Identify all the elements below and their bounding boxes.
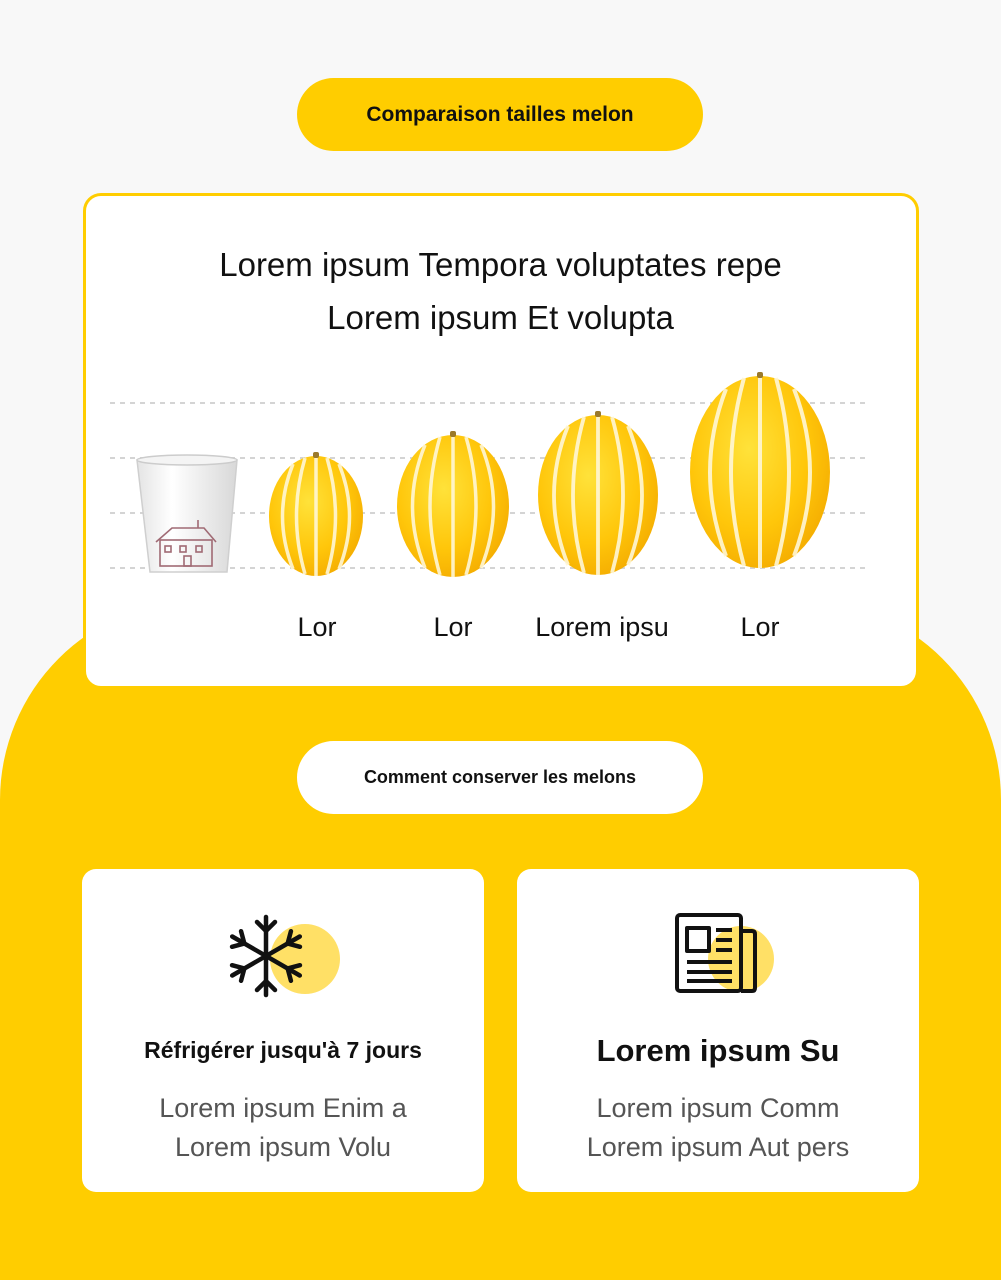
tip-heading: Lorem ipsum Su bbox=[596, 1033, 840, 1068]
snowflake-icon bbox=[223, 909, 343, 1004]
storage-badge bbox=[297, 741, 703, 814]
tip-body bbox=[82, 1089, 484, 1167]
newspaper-icon bbox=[658, 909, 778, 1004]
melon-3 bbox=[538, 411, 658, 575]
melon-2 bbox=[397, 431, 509, 577]
melon-2-label: Lor bbox=[433, 612, 473, 642]
comparison-title-line1: Lorem ipsum Tempora voluptates repe bbox=[219, 246, 782, 283]
tip-body-line1: Lorem ipsum Enim a bbox=[159, 1093, 407, 1123]
comparison-title-line2: Lorem ipsum Et volupta bbox=[327, 299, 674, 336]
comparison-badge-label: Comparaison tailles melon bbox=[366, 102, 634, 126]
melon-3-label: Lorem ipsu bbox=[535, 612, 669, 642]
storage-badge-label: Comment conserver les melons bbox=[363, 767, 637, 787]
melon-4-label: Lor bbox=[740, 612, 780, 642]
tip-heading: Réfrigérer jusqu'à 7 jours bbox=[144, 1037, 422, 1063]
melon-1 bbox=[269, 452, 363, 576]
tip-body-line1: Lorem ipsum Comm bbox=[596, 1093, 840, 1123]
tip-card-newspaper bbox=[517, 869, 919, 1192]
paper-cup-image bbox=[137, 455, 237, 572]
tip-body bbox=[517, 1089, 919, 1167]
tip-body-line2: Lorem ipsum Volu bbox=[174, 1132, 392, 1162]
comparison-badge bbox=[297, 78, 703, 151]
melon-1-label: Lor bbox=[297, 612, 337, 642]
melon-4 bbox=[690, 372, 830, 568]
tip-card-refrigerate bbox=[82, 869, 484, 1192]
melon-size-illustration bbox=[110, 368, 870, 588]
tip-body-line2: Lorem ipsum Aut pers bbox=[586, 1132, 850, 1162]
